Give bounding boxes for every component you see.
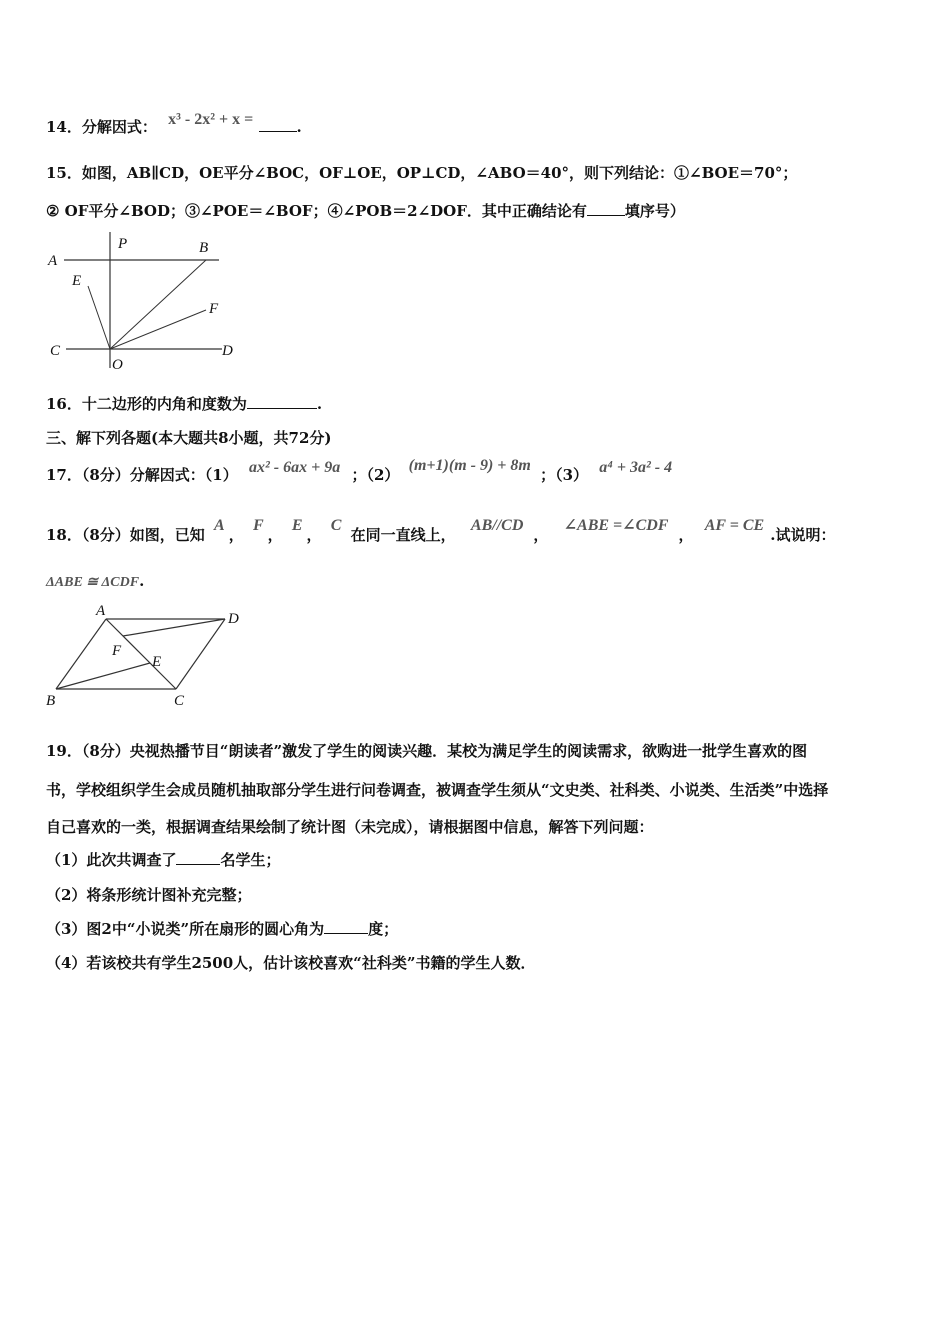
question-15-line2: [46, 200, 685, 221]
q18-cond-2: ∠ABE =∠CDF: [563, 517, 669, 534]
side-ab: [56, 619, 106, 689]
q14-end: .: [296, 118, 302, 136]
question-16: [46, 393, 322, 414]
q19-part-3: [46, 918, 398, 939]
q15-line1: 15．如图，AB∥CD，OE平分∠BOC，OF⊥OE，OP⊥CD，∠ABO＝40°，则下列结论：①∠BOE＝70°；: [46, 164, 798, 182]
label-d: D: [228, 611, 239, 627]
side-cd: [176, 619, 225, 689]
q16-text: 16．十二边形的内角和度数为: [46, 395, 247, 413]
label-f: F: [112, 643, 122, 659]
q18-point-f: F: [252, 517, 264, 534]
question-14: [46, 111, 302, 137]
q16-end: .: [316, 395, 323, 413]
segment-be: [56, 663, 150, 689]
q14-answer-blank[interactable]: [259, 117, 297, 132]
q18-number: 18．（8分）如图，已知: [46, 526, 205, 544]
label-d: D: [222, 343, 233, 359]
q19-p1-text: （1）此次共调查了: [46, 851, 177, 869]
q19-part-2: （2）将条形统计图补充完整；: [46, 886, 252, 904]
figure-15: [44, 228, 244, 378]
question-18-goal: [46, 572, 144, 591]
label-c: C: [50, 343, 61, 359]
q17-expr-1: ax² - 6ax + 9a: [248, 459, 341, 476]
q18-point-a: A: [214, 517, 225, 534]
q15-answer-blank[interactable]: [587, 201, 625, 216]
label-b: B: [199, 240, 209, 256]
question-18: 18．（8分）如图，已知 A， F， E， C 在同一直线上， AB//CD， ∠ABE =∠CDF， AF = CE.试说明：: [46, 517, 836, 544]
label-a: A: [96, 603, 106, 619]
q14-text: 分解因式：: [81, 118, 157, 136]
q16-answer-blank[interactable]: [247, 394, 317, 409]
figure-18: [42, 600, 252, 712]
q17-expr-3: a⁴ + 3a² - 4: [599, 459, 673, 476]
q18-point-e: E: [291, 517, 303, 534]
q15-line2-text: ② OF平分∠BOD；③∠POE＝∠BOF；④∠POB＝2∠DOF．其中正确结论有: [46, 202, 587, 220]
q19-p3-blank[interactable]: [324, 919, 368, 934]
q19-part-4: （4）若该校共有学生2500人，估计该校喜欢“社科类”书籍的学生人数．: [46, 954, 536, 972]
q17-number: 17．（8分）分解因式：（1）: [46, 466, 238, 484]
q18-mid-text: 在同一直线上，: [350, 526, 456, 544]
label-e: E: [72, 273, 82, 289]
q19-part-1: [46, 849, 280, 870]
q19-p3-text: （3）图2中“小说类”所在扇形的圆心角为: [46, 920, 325, 938]
q19-line3: 自己喜欢的一类，根据调查结果绘制了统计图（未完成），请根据图中信息，解答下列问题：: [46, 818, 654, 836]
q18-goal-end: .: [139, 572, 145, 590]
segment-df: [123, 619, 225, 636]
q18-end-text: .试说明：: [770, 526, 836, 544]
ray-ob: [110, 260, 206, 349]
q19-line1: 19．（8分）央视热播节目“朗读者”激发了学生的阅读兴趣．某校为满足学生的阅读需求，欲购进一批学生喜欢的图: [46, 742, 808, 760]
label-c: C: [174, 693, 185, 709]
label-f: F: [209, 301, 219, 317]
q19-p3-end: 度；: [368, 920, 399, 938]
q17-sep-2: ；（3）: [540, 466, 589, 484]
q19-line2: 书，学校组织学生会成员随机抽取部分学生进行问卷调查，被调查学生须从“文史类、社科类、小说类、生活类”中选择: [46, 781, 829, 799]
label-b: B: [46, 693, 56, 709]
q17-expr-2: (m+1)(m - 9) + 8m: [408, 457, 531, 474]
ray-of: [110, 310, 206, 349]
q14-number: 14．: [46, 118, 82, 136]
label-a: A: [48, 253, 58, 269]
q17-sep-1: ；（2）: [351, 466, 400, 484]
q14-expression: x³ - 2x² + x =: [168, 111, 254, 128]
section-3-heading: 三、解下列各题(本大题共8小题，共72分): [46, 429, 332, 447]
q18-goal: ΔABE ≅ ΔCDF: [46, 575, 140, 590]
q19-p1-blank[interactable]: [176, 850, 220, 865]
q18-cond-1: AB//CD: [470, 517, 524, 534]
label-e: E: [152, 654, 162, 670]
q18-point-c: C: [330, 517, 342, 534]
label-p: P: [118, 236, 128, 252]
q19-p1-end: 名学生；: [220, 851, 281, 869]
q15-line2-end: 填序号）: [624, 202, 685, 220]
q18-cond-3: AF = CE: [704, 517, 765, 534]
label-o: O: [112, 357, 123, 373]
ray-oe: [88, 286, 110, 349]
question-17: [46, 457, 673, 485]
